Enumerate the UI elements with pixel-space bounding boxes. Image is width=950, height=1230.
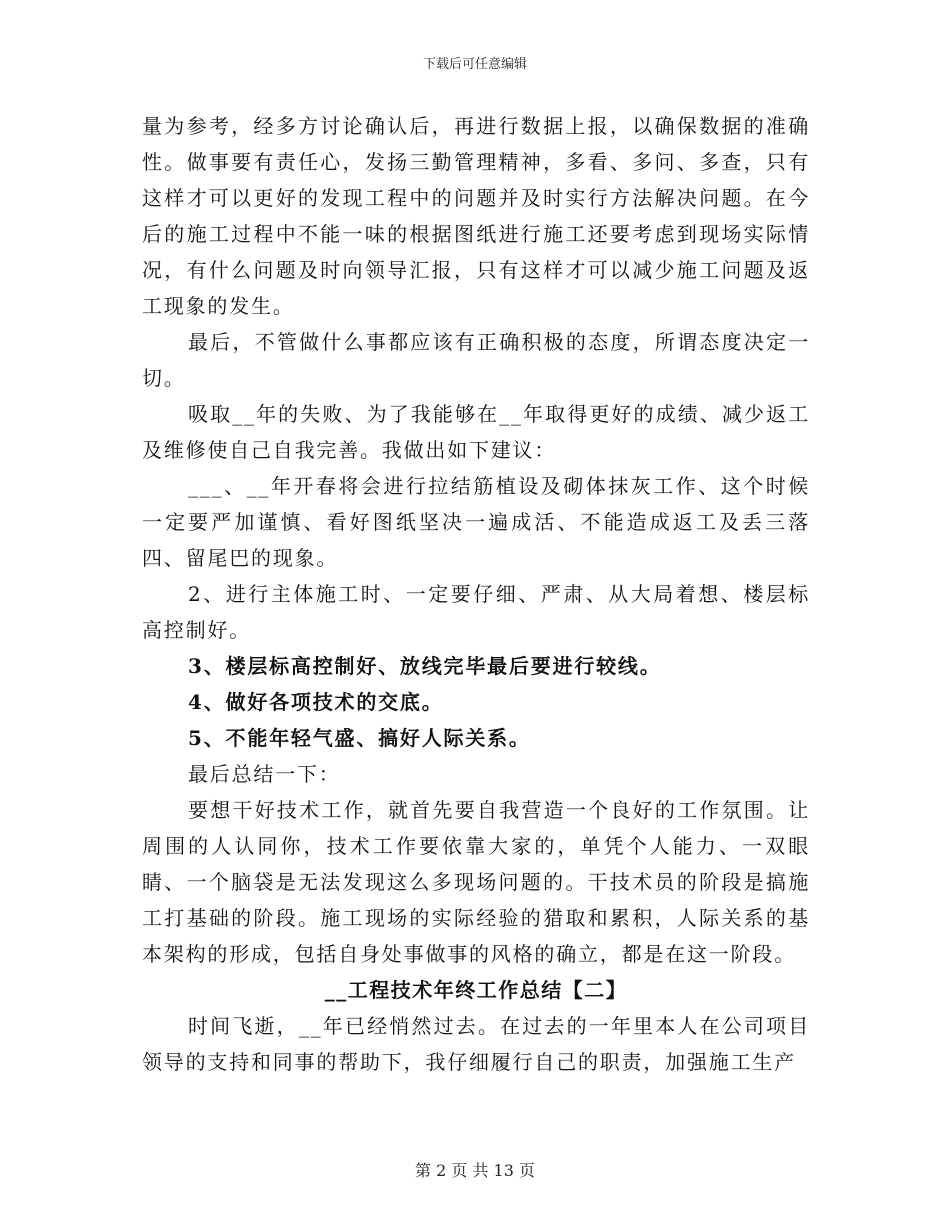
paragraph: 时间飞逝，__年已经悄然过去。在过去的一年里本人在公司项目领导的支持和同事的帮助下，我仔细履行自己的职责，加强施工生产: [142, 1014, 810, 1074]
paragraph: ___、__年开春将会进行拉结筋植设及砌体抹灰工作、这个时候一定要严加谨慎、看好图纸坚决一遍成活、不能造成返工及丢三落四、留尾巴的现象。: [142, 474, 810, 570]
paragraph: 最后，不管做什么事都应该有正确积极的态度，所谓态度决定一切。: [142, 330, 810, 390]
list-item: 3、楼层标高控制好、放线完毕最后要进行较线。: [188, 654, 662, 678]
paragraph: 量为参考，经多方讨论确认后，再进行数据上报，以确保数据的准确性。做事要有责任心，发扬三勤管理精神，多看、多问、多查，只有这样才可以更好的发现工程中的问题并及时实行方法解决问题。在今后的施工过程中不能一味的根据图纸进行施工还要考虑到现场实际情况，有什么问题及时向领导汇报，只有这样才可以减少施工问题及返工现象的发生。: [142, 114, 810, 318]
paragraph: 吸取__年的失败、为了我能够在__年取得更好的成绩、减少返工及维修使自己自我完善。我做出如下建议：: [142, 402, 810, 462]
page-footer: 第 2 页 共 13 页: [415, 1161, 535, 1180]
list-item: 2、进行主体施工时、一定要仔细、严肃、从大局着想、楼层标高控制好。: [142, 582, 810, 642]
document-body: [142, 108, 810, 1080]
paragraph: 最后总结一下：: [188, 762, 341, 786]
page-header: 下载后可任意编辑: [422, 57, 527, 72]
list-item: 5、不能年轻气盛、搞好人际关系。: [188, 726, 531, 750]
list-item: 4、做好各项技术的交底。: [188, 690, 444, 714]
section-title: __工程技术年终工作总结【二】: [324, 978, 628, 1002]
paragraph: 要想干好技术工作，就首先要自我营造一个良好的工作氛围。让周围的人认同你，技术工作要依靠大家的，单凭个人能力、一双眼睛、一个脑袋是无法发现这么多现场问题的。干技术员的阶段是搞施工打基础的阶段。施工现场的实际经验的猎取和累积，人际关系的基本架构的形成，包括自身处事做事的风格的确立，都是在这一阶段。: [142, 798, 810, 966]
